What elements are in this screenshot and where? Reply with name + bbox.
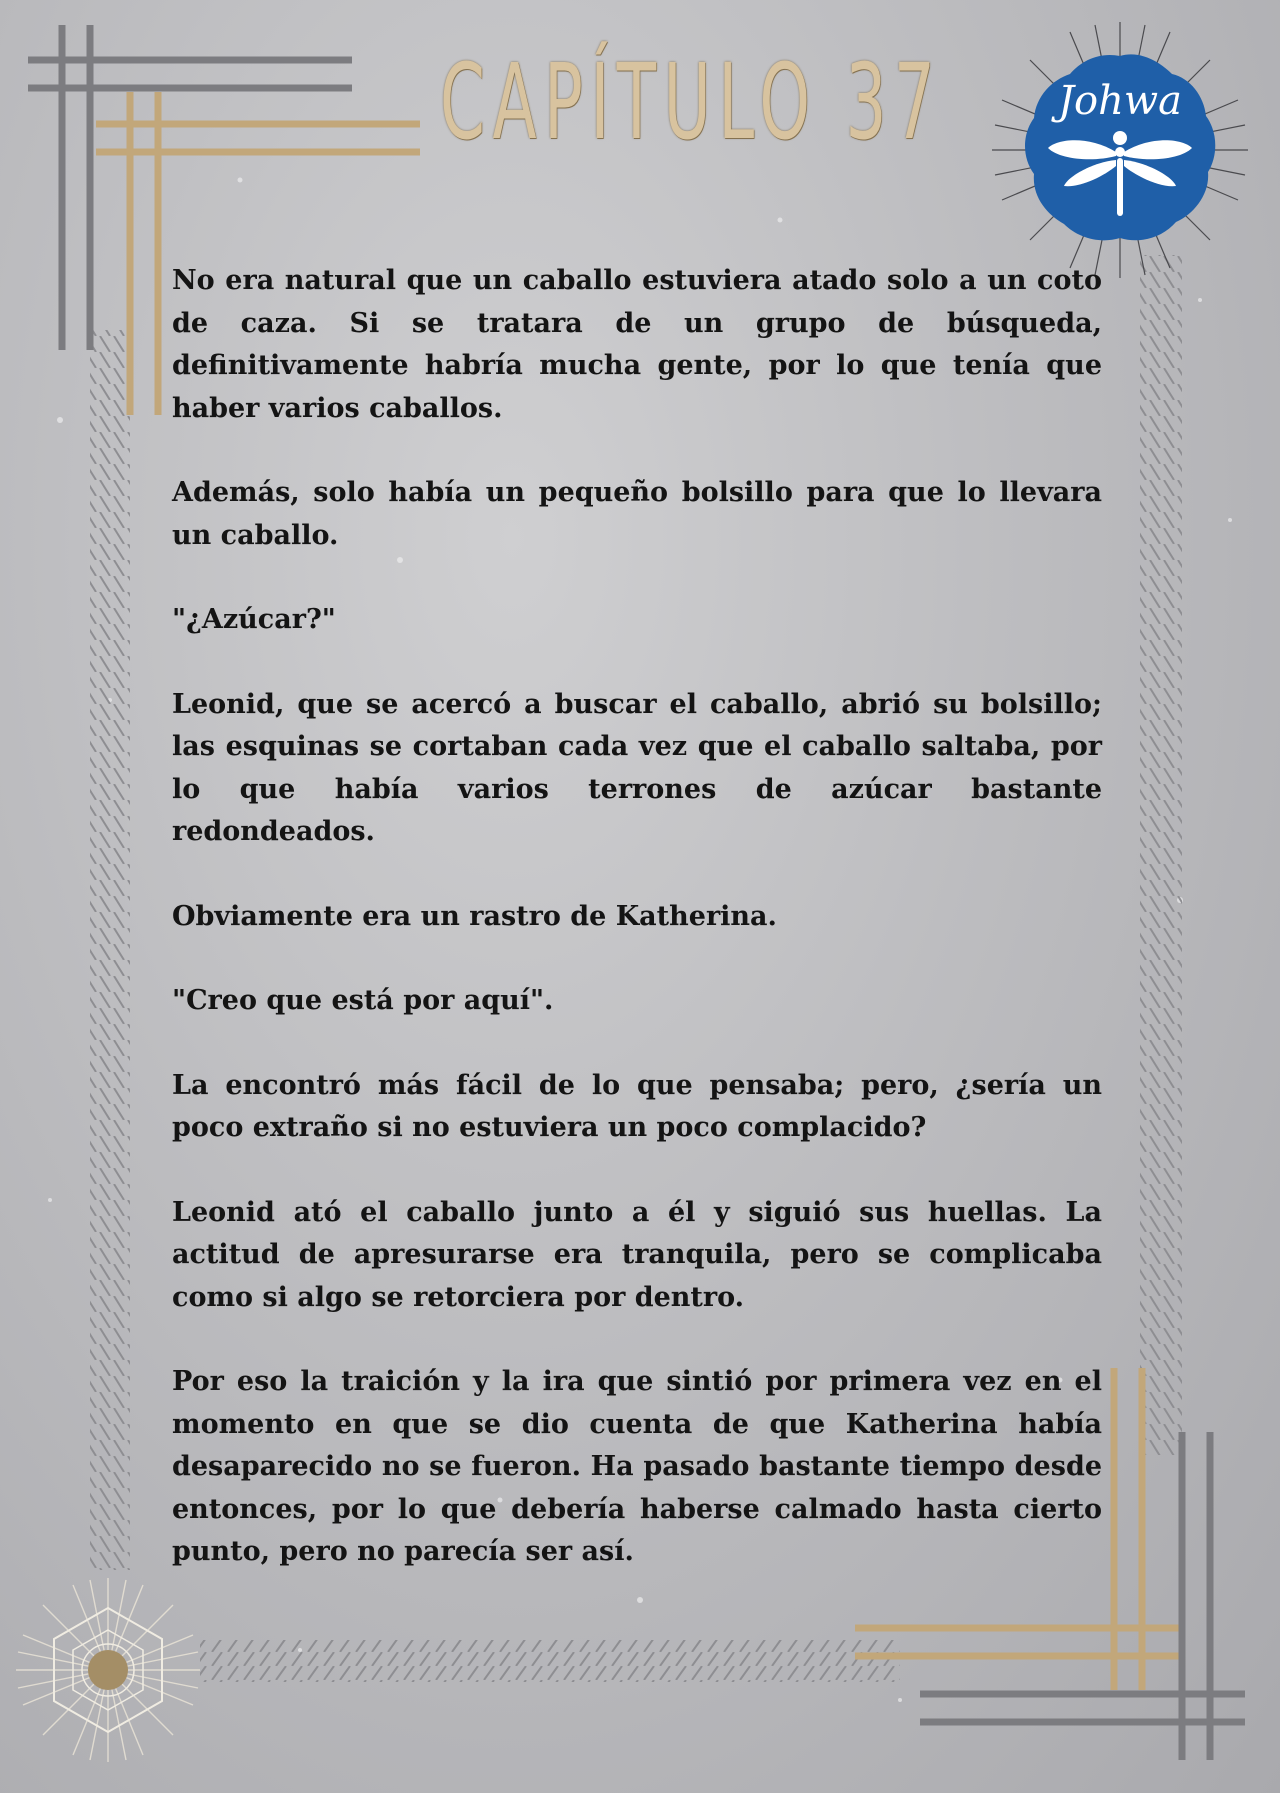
- bottom-hatch: [200, 1640, 900, 1682]
- chapter-body: [172, 260, 1102, 1616]
- paragraph-9: Por eso la traición y la ira que sintió por primera vez en el momento en que se dio cuenta de que Katherina había desaparecido no se fueron. Ha pasado bastante tiempo desde entonces, por lo que debería haberse calmado hasta cierto punto, pero no parecía ser así.: [172, 1366, 1102, 1567]
- paragraph-3: "¿Azúcar?": [172, 604, 336, 635]
- paragraph-2: Además, solo había un pequeño bolsillo para que lo llevara un caballo.: [172, 477, 1102, 551]
- paragraph-6: "Creo que está por aquí".: [172, 985, 554, 1016]
- paragraph-4: Leonid, que se acercó a buscar el caballo, abrió su bolsillo; las esquinas se cortaban cada vez que el caballo saltaba, por lo que había varios terrones de azúcar bastante redondeados.: [172, 688, 1102, 847]
- left-hatch: [90, 330, 130, 1570]
- chapter-title: CAPÍTULO 37: [440, 41, 943, 163]
- paragraph-1: No era natural que un caballo estuviera atado solo a un coto de caza. Si se tratara de un grupo de búsqueda, definitivamente habría mucha gente, por lo que tenía que haber varios caballos.: [172, 265, 1102, 424]
- johwa-logo: [990, 20, 1250, 280]
- paragraph-7: La encontró más fácil de lo que pensaba; pero, ¿sería un poco extraño si no estuviera un poco complacido?: [172, 1069, 1102, 1143]
- right-hatch: [1140, 255, 1182, 1455]
- logo-badge: [990, 20, 1250, 280]
- paragraph-5: Obviamente era un rastro de Katherina.: [172, 900, 777, 932]
- paragraph-8: Leonid ató el caballo junto a él y siguió sus huellas. La actitud de apresurarse era tranquila, pero se complicaba como si algo se retorciera por dentro.: [172, 1196, 1102, 1313]
- logo-text: Johwa: [1058, 78, 1182, 124]
